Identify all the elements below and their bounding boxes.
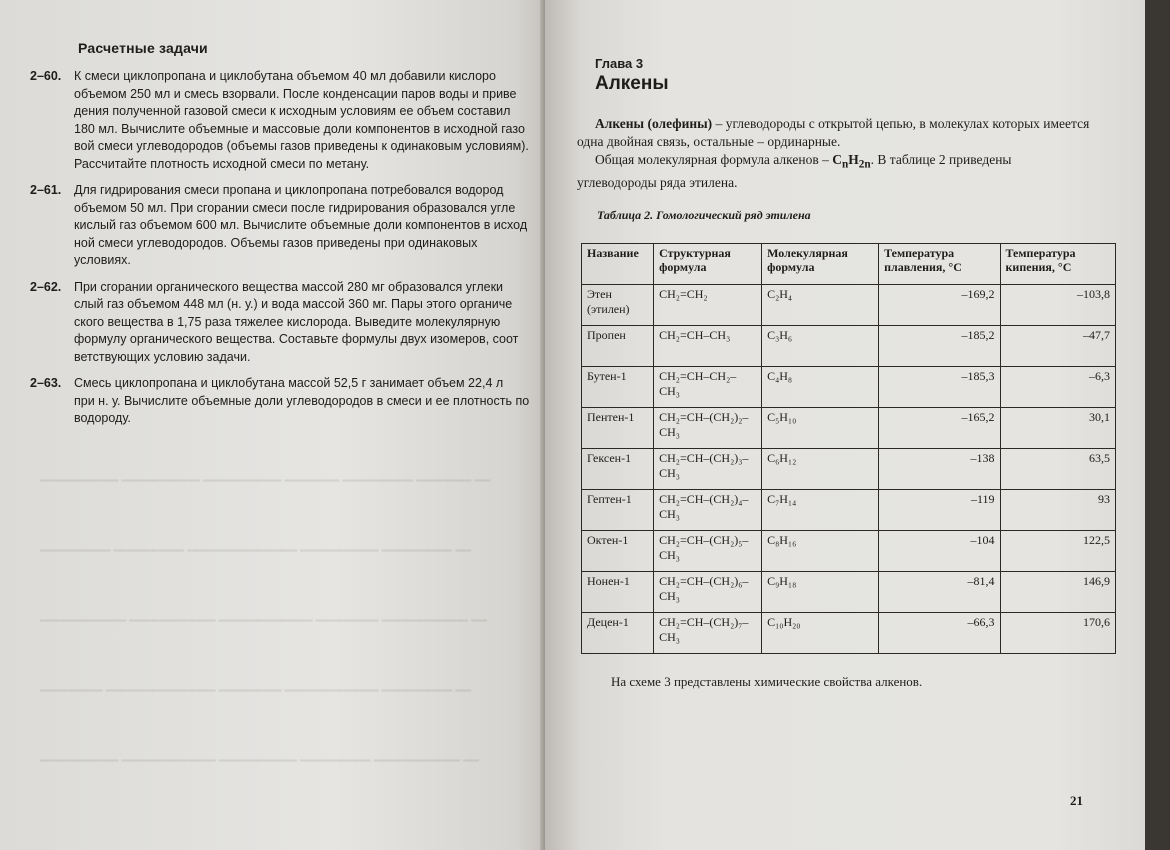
problem-line: 180 мл. Вычислите объемные и массовые доли компонентов в исходной газо [74, 121, 525, 136]
problem-line: кислый газ объемом 600 мл. Вычислите объемные доли компонентов в исход [74, 218, 528, 232]
cell-molecular: C₄H₈ [762, 366, 879, 407]
section-title: Расчетные задачи [78, 40, 208, 56]
cell-melting: –81,4 [879, 571, 1000, 612]
cell-structure: CH₂=CH–(CH₂)₄–CH₃ [654, 489, 762, 530]
formula-paragraph [577, 151, 1093, 192]
table-row [582, 612, 1116, 653]
cell-structure: CH₂=CH–(CH₂)₂–CH₃ [654, 407, 762, 448]
cell-boiling: 63,5 [1000, 448, 1116, 489]
problem-number: 2–62. [30, 279, 62, 294]
cell-molecular: C₆H₁₂ [762, 448, 879, 489]
cell-melting: –169,2 [879, 284, 1000, 325]
table-row [582, 325, 1116, 366]
problem-item [30, 68, 542, 173]
table-row [582, 571, 1116, 612]
cell-boiling: 93 [1000, 489, 1116, 530]
cell-name: Пентен-1 [582, 407, 654, 448]
problem-text [74, 279, 542, 367]
show-through-decoration: ━━ ━━━━━━━ ━━━━━━━━━ ━━━━━━━ ━━━━━━━━━━ ━━━━━━━━━━ ━━━━━━━━━━ [40, 473, 490, 488]
cell-melting: –165,2 [879, 407, 1000, 448]
problem-number: 2–61. [30, 183, 62, 197]
boiling-header: Температура кипения, °C [1000, 243, 1116, 284]
scheme-reference: На схеме 3 представлены химические свойства алкенов. [611, 673, 923, 689]
cell-structure: CH₂=CH–(CH₂)₇–CH₃ [654, 612, 762, 653]
show-through-decoration: ━━ ━━━━━━━━━ ━━━━━━━━━━ ━━━━━━━━━━━━━━ ━━━━━━━━━ ━━━━━━━━━ [40, 543, 472, 558]
cell-structure: CH₂=CH–(CH₂)₅–CH₃ [654, 530, 762, 571]
table-row [582, 366, 1116, 407]
table-row [582, 530, 1116, 571]
problem-text [74, 375, 542, 428]
formula-text-before: Общая молекулярная формула алкенов – [595, 152, 833, 167]
intro-paragraph [577, 115, 1093, 151]
problem-number: 2–60. [30, 69, 62, 83]
chapter-label: Глава 3 [595, 56, 644, 71]
cell-melting: –66,3 [879, 612, 1000, 653]
problem-line: Рассчитайте плотность исходной смеси по метану. [74, 156, 370, 171]
chapter-title: Алкены [595, 73, 669, 94]
problem-line: объемом 250 мл и смесь взорвали. После конденсации паров воды и приве [74, 86, 517, 101]
cell-melting: –138 [879, 448, 1000, 489]
problem-line: ского вещества в 1,75 раза тяжелее кислорода. Выведите молекулярную [74, 314, 501, 329]
cell-melting: –185,3 [879, 366, 1000, 407]
show-through-decoration: ━━ ━━━━━━━━━ ━━━━━━━━━━━━ ━━━━━━━━ ━━━━━━━━━━━━━━ ━━━━━━━━ [40, 683, 472, 698]
general-formula: $C_nH_{2n}$ [832, 152, 871, 171]
cell-boiling: –103,8 [1000, 284, 1116, 325]
cell-molecular: C₇H₁₄ [762, 489, 879, 530]
cell-name: Пропен [582, 325, 654, 366]
cell-name: Нонен-1 [582, 571, 654, 612]
cell-boiling: 122,5 [1000, 530, 1116, 571]
cell-molecular: C₅H₁₀ [762, 407, 879, 448]
intro-text: – углеводороды с открытой цепью, в молекулах которых имеется одна двойная связь, остальные – ординарные. [577, 116, 1090, 149]
problem-line: вой смеси углеводородов (объемы газов приведены к одинаковым условиям). [74, 139, 529, 153]
cell-boiling: 30,1 [1000, 407, 1116, 448]
cell-molecular: C₉H₁₈ [762, 571, 879, 612]
right-page [545, 0, 1145, 850]
problem-item [30, 279, 542, 367]
table-caption: Таблица 2. Гомологический ряд этилена [597, 207, 811, 222]
cell-name: Этен (этилен) [582, 284, 654, 325]
table-row [582, 489, 1116, 530]
table-row [582, 284, 1116, 325]
problem-line: объемом 50 мл. При сгорании смеси после гидрирования образовался угле [74, 200, 516, 215]
cell-name: Гексен-1 [582, 448, 654, 489]
cell-name: Гептен-1 [582, 489, 654, 530]
cell-melting: –185,2 [879, 325, 1000, 366]
problem-list [30, 68, 542, 428]
melting-header: Температура плавления, °C [879, 243, 1000, 284]
table-header-row [582, 243, 1116, 284]
table-body [582, 284, 1116, 653]
problem-line: слый газ объемом 448 мл (н. у.) и вода массой 360 мг. Пары этого органиче [74, 297, 513, 311]
problem-line: К смеси циклопропана и циклобутана объемом 40 мл добавили кислоро [74, 69, 496, 83]
cell-name: Бутен-1 [582, 366, 654, 407]
show-through-decoration: ━━ ━━━━━━━━━━━ ━━━━━━━━━ ━━━━━━━━━━ ━━━━━━━━━━━━ ━━━━━━━━━━ [40, 753, 479, 768]
cell-structure: CH₂=CH–CH₂–CH₃ [654, 366, 762, 407]
formula-text-after: . В таблице 2 приведены углеводороды ряда этилена. [577, 152, 1012, 190]
cell-boiling: 170,6 [1000, 612, 1116, 653]
cell-boiling: –47,7 [1000, 325, 1116, 366]
page-number: 21 [1070, 793, 1083, 808]
problem-line: при н. у. Вычислите объемные доли углеводородов в смеси и ее плотность по [74, 393, 530, 408]
cell-molecular: C₂H₄ [762, 284, 879, 325]
cell-molecular: C₁₀H₂₀ [762, 612, 879, 653]
left-page [0, 0, 560, 850]
cell-structure: CH₂=CH–(CH₂)₆–CH₃ [654, 571, 762, 612]
table-row [582, 448, 1116, 489]
show-through-decoration: ━━ ━━━━━━━━━━━ ━━━━━━━━ ━━━━━━━━━━━━ ━━━━━━━━━━━ ━━━━━━━━━━━ [40, 613, 487, 628]
problem-line: ветствующих условию задачи. [74, 349, 251, 364]
cell-molecular: C₈H₁₆ [762, 530, 879, 571]
problem-number: 2–63. [30, 376, 62, 390]
intro-term: Алкены (олефины) [595, 116, 713, 131]
problem-text [74, 68, 542, 173]
cell-structure: CH₂=CH–(CH₂)₃–CH₃ [654, 448, 762, 489]
cell-boiling: –6,3 [1000, 366, 1116, 407]
name-header: Название [582, 243, 654, 284]
problem-line: При сгорании органического вещества массой 280 мг образовался углеки [74, 279, 504, 294]
cell-melting: –119 [879, 489, 1000, 530]
homologous-series-table [581, 243, 1116, 654]
cell-molecular: C₃H₆ [762, 325, 879, 366]
cell-name: Децен-1 [582, 612, 654, 653]
problem-item [30, 182, 542, 270]
cell-structure: CH₂=CH–CH₃ [654, 325, 762, 366]
problem-line: Смесь циклопропана и циклобутана массой 52,5 г занимает объем 22,4 л [74, 376, 504, 390]
problem-item [30, 375, 542, 428]
problem-line: Для гидрирования смеси пропана и циклопропана потребовался водород [74, 183, 504, 197]
structure-header: Структурная формула [654, 243, 762, 284]
problem-line: дения полученной газовой смеси к исходным условиям ее объем составил [74, 104, 511, 118]
cell-boiling: 146,9 [1000, 571, 1116, 612]
cell-name: Октен-1 [582, 530, 654, 571]
problem-line: водороду. [74, 411, 131, 425]
cell-melting: –104 [879, 530, 1000, 571]
problem-text [74, 182, 542, 270]
problem-line: формулу органического вещества. Составьте формулы двух изомеров, соот [74, 332, 519, 346]
problem-line: ной смеси углеводородов. Объемы газов приведены при одинаковых [74, 235, 478, 250]
problem-line: условиях. [74, 253, 131, 267]
cell-structure: CH₂=CH₂ [654, 284, 762, 325]
molecular-header: Молекулярная формула [762, 243, 879, 284]
table-row [582, 407, 1116, 448]
